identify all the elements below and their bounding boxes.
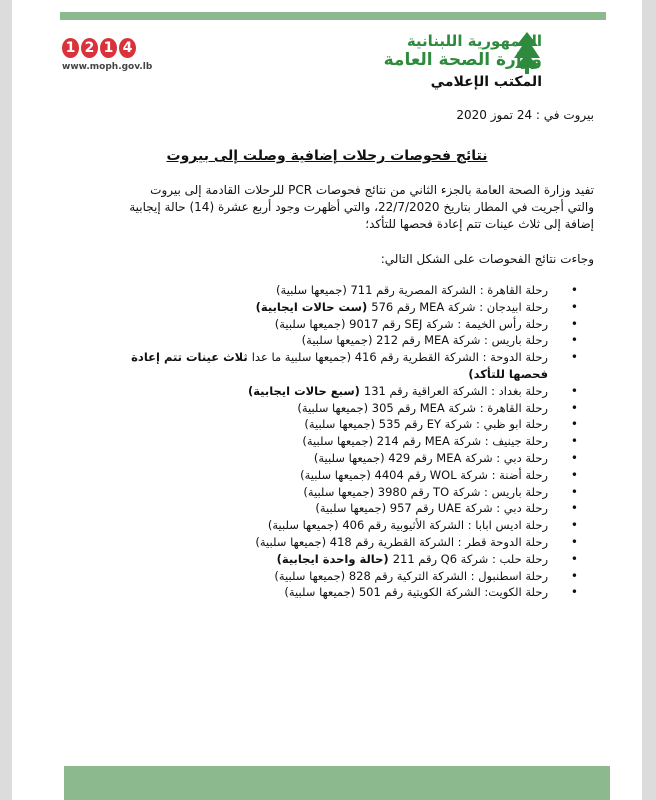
flight-result: رحلة أضنة : شركة WOL رقم 4404 (جميعها سلبية) [300,467,548,482]
list-item [122,299,562,316]
list-item [122,332,562,349]
document-title: نتائج فحوصات رحلات إضافية وصلت إلى بيروت [166,148,488,164]
document-date: بيروت في : 24 تموز 2020 [456,108,594,122]
flight-result: رحلة الدوحة قطر : الشركة القطرية رقم 418 (جميعها سلبية) [255,534,548,549]
flight-result: رحلة القاهرة : الشركة المصرية رقم 711 (جميعها سلبية) [276,283,548,297]
list-item [122,416,562,433]
list-item [122,484,562,501]
ministry-name: وزارة الصحة العامة [383,50,542,70]
list-item [122,534,562,551]
lead-sentence: وجاءت نتائج الفحوصات على الشكل التالي: [380,252,594,266]
flight-result: رحلة حلب : شركة Q6 رقم 211 [392,551,548,566]
list-item [122,282,562,299]
bottom-green-bar [64,766,610,800]
list-item [122,383,562,400]
hotline-digit: 1 [62,38,79,58]
hotline-digit: 4 [119,38,136,58]
hotline-logo [62,38,136,58]
list-item [122,467,562,484]
list-item [122,316,562,333]
flight-result: رحلة ابيدجان : شركة MEA رقم 576 [371,299,548,314]
hotline-digit: 1 [100,38,117,58]
republic-name: الجمهورية اللبنانية [406,32,542,50]
flight-result-highlight: (سبع حالات ايجابية) [247,383,364,398]
flight-result: رحلة اديس ابابا : الشركة الأثيوبية رقم 406 (جميعها سلبية) [267,518,548,533]
flight-result: رحلة رأس الخيمة : شركة SEJ رقم 9017 (جميعها سلبية) [274,316,548,331]
flight-result: رحلة جينيف : شركة MEA رقم 214 (جميعها سلبية) [302,434,548,449]
press-office: المكتب الإعلامي [430,74,542,90]
list-item [122,551,562,568]
top-green-bar [60,12,606,20]
list-item [122,500,562,517]
list-item [122,433,562,450]
flight-result-highlight: (حالة واحدة ايجابية) [276,551,393,566]
list-item [122,568,562,585]
flight-result: رحلة باريس : شركة MEA رقم 212 (جميعها سلبية) [301,333,548,348]
flight-result: رحلة ابو ظبي : شركة EY رقم 535 (جميعها سلبية) [304,417,548,432]
flight-result-highlight: (ست حالات ايجابية) [255,299,372,314]
ministry-logo-text [384,32,542,70]
flight-result: رحلة الدوحة : الشركة القطرية رقم 416 (جميعها سلبية ما عدا [251,350,548,365]
results-list [122,282,562,601]
document-page [12,0,642,800]
flight-result: رحلة الكويت: الشركة الكويتية رقم 501 (جميعها سلبية) [284,585,548,600]
list-item [122,517,562,534]
flight-result-highlight: ثلاث عينات تتم إعادة فحصها للتأكد) [131,350,548,381]
flight-result: رحلة القاهرة : شركة MEA رقم 305 (جميعها سلبية) [297,400,548,415]
flight-result: رحلة دبي : شركة UAE رقم 957 (جميعها سلبية) [315,501,548,516]
flight-result: رحلة دبي : شركة MEA رقم 429 (جميعها سلبية) [313,450,548,465]
list-item [122,450,562,467]
list-item [122,400,562,417]
flight-result: رحلة باريس : شركة TO رقم 3980 (جميعها سلبية) [303,484,548,499]
hotline-digit: 2 [81,38,98,58]
list-item [122,584,562,601]
list-item [122,349,562,383]
flight-result: رحلة اسطنبول : الشركة التركية رقم 828 (جميعها سلبية) [274,568,548,583]
flight-result: رحلة بغداد : الشركة العراقية رقم 131 [363,383,548,398]
website-url: www.moph.gov.lb [62,62,153,72]
intro-paragraph: تفيد وزارة الصحة العامة بالجزء الثاني من نتائج فحوصات PCR للرحلات القادمة إلى بيروت والتي أجريت في المطار بتاريخ 22/7/2020، والتي أظهرت وجود أربع عشرة (14) حالة إيجابية إضافة إلى ثلاث عينات تتم إعادة فحصها للتأكد؛ [129,183,594,231]
